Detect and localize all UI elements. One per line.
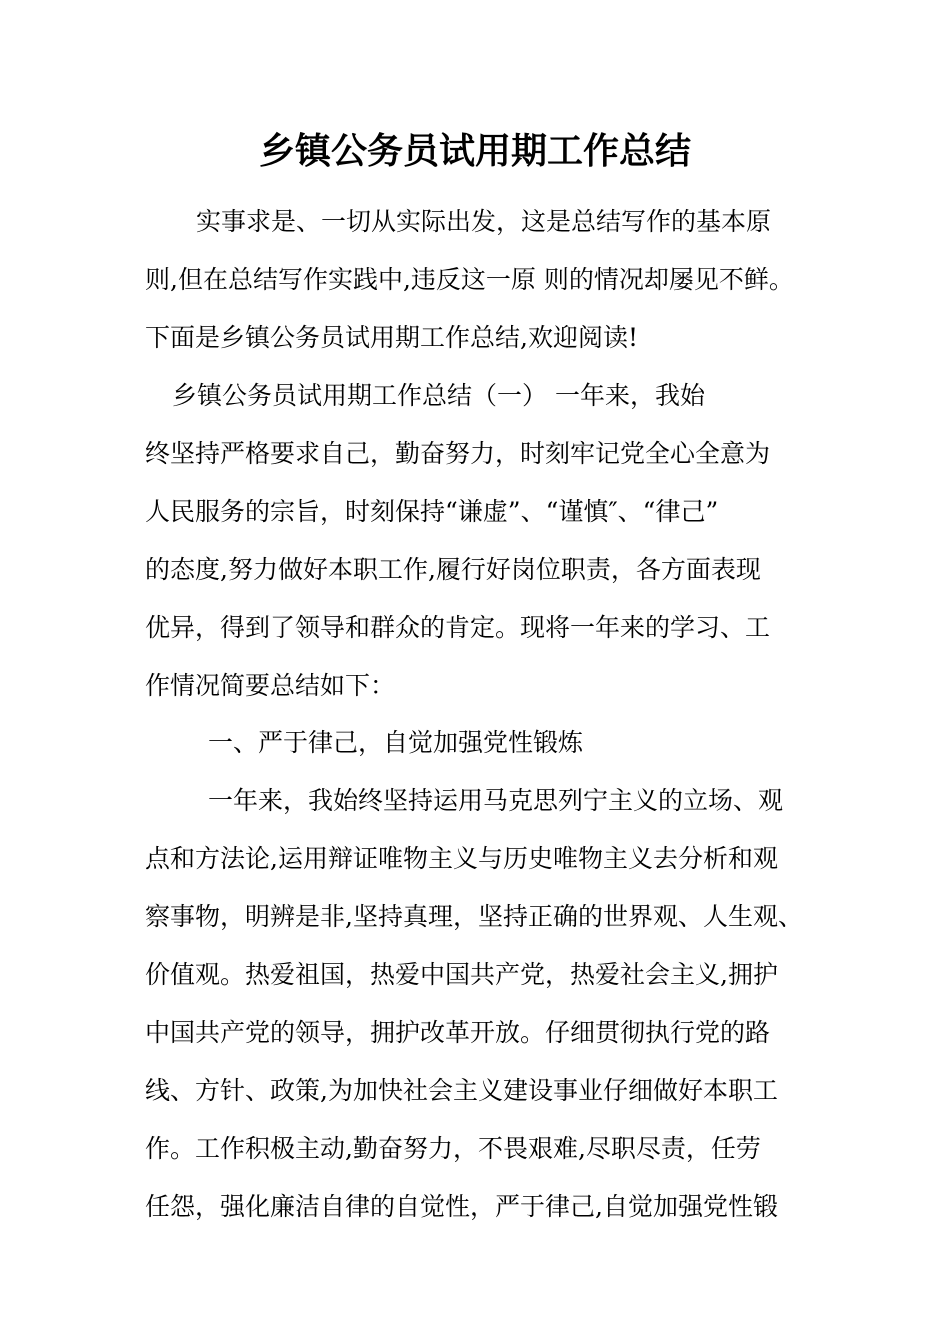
- document-title: 乡镇公务员试用期工作总结: [258, 131, 691, 172]
- body-line: 线、方针、政策,为加快社会主义建设事业仔细做好本职工: [145, 1076, 778, 1105]
- body-line: 的态度,努力做好本职工作,履行好岗位职责，各方面表现: [145, 555, 761, 584]
- body-line: 实事求是、一切从实际出发，这是总结写作的基本原: [196, 207, 772, 236]
- body-line: 价值观。热爱祖国，热爱中国共产党，热爱社会主义,拥护: [145, 960, 778, 989]
- body-line: 任怨，强化廉洁自律的自觉性，严于律己,自觉加强党性锻: [145, 1192, 778, 1221]
- body-line: 作情况简要总结如下：: [145, 671, 396, 700]
- body-line: 乡镇公务员试用期工作总结（一） 一年来，我始: [172, 381, 705, 410]
- body-line: 下面是乡镇公务员试用期工作总结,欢迎阅读!: [145, 323, 638, 352]
- body-line: 则,但在总结写作实践中,违反这一原 则的情况却屡见不鲜。: [145, 265, 794, 294]
- body-line: 中国共产党的领导，拥护改革开放。仔细贯彻执行党的路: [145, 1018, 771, 1047]
- body-line: 终坚持严格要求自己，勤奋努力，时刻牢记党全心全意为: [145, 439, 771, 468]
- body-line: 察事物，明辨是非,坚持真理，坚持正确的世界观、人生观、: [145, 902, 803, 931]
- body-line: 点和方法论,运用辩证唯物主义与历史唯物主义去分析和观: [145, 844, 778, 873]
- body-line: 优异，得到了领导和群众的肯定。现将一年来的学习、工: [145, 613, 771, 642]
- body-line: 人民服务的宗旨，时刻保持“谦虚”、“谨慎″、“律己”: [145, 497, 719, 526]
- body-line: 一年来，我始终坚持运用马克思列宁主义的立场、观: [208, 786, 784, 815]
- section-heading: 一、严于律己，自觉加强党性锻炼: [208, 728, 584, 757]
- body-line: 作。工作积极主动,勤奋努力，不畏艰难,尽职尽责，任劳: [145, 1134, 761, 1163]
